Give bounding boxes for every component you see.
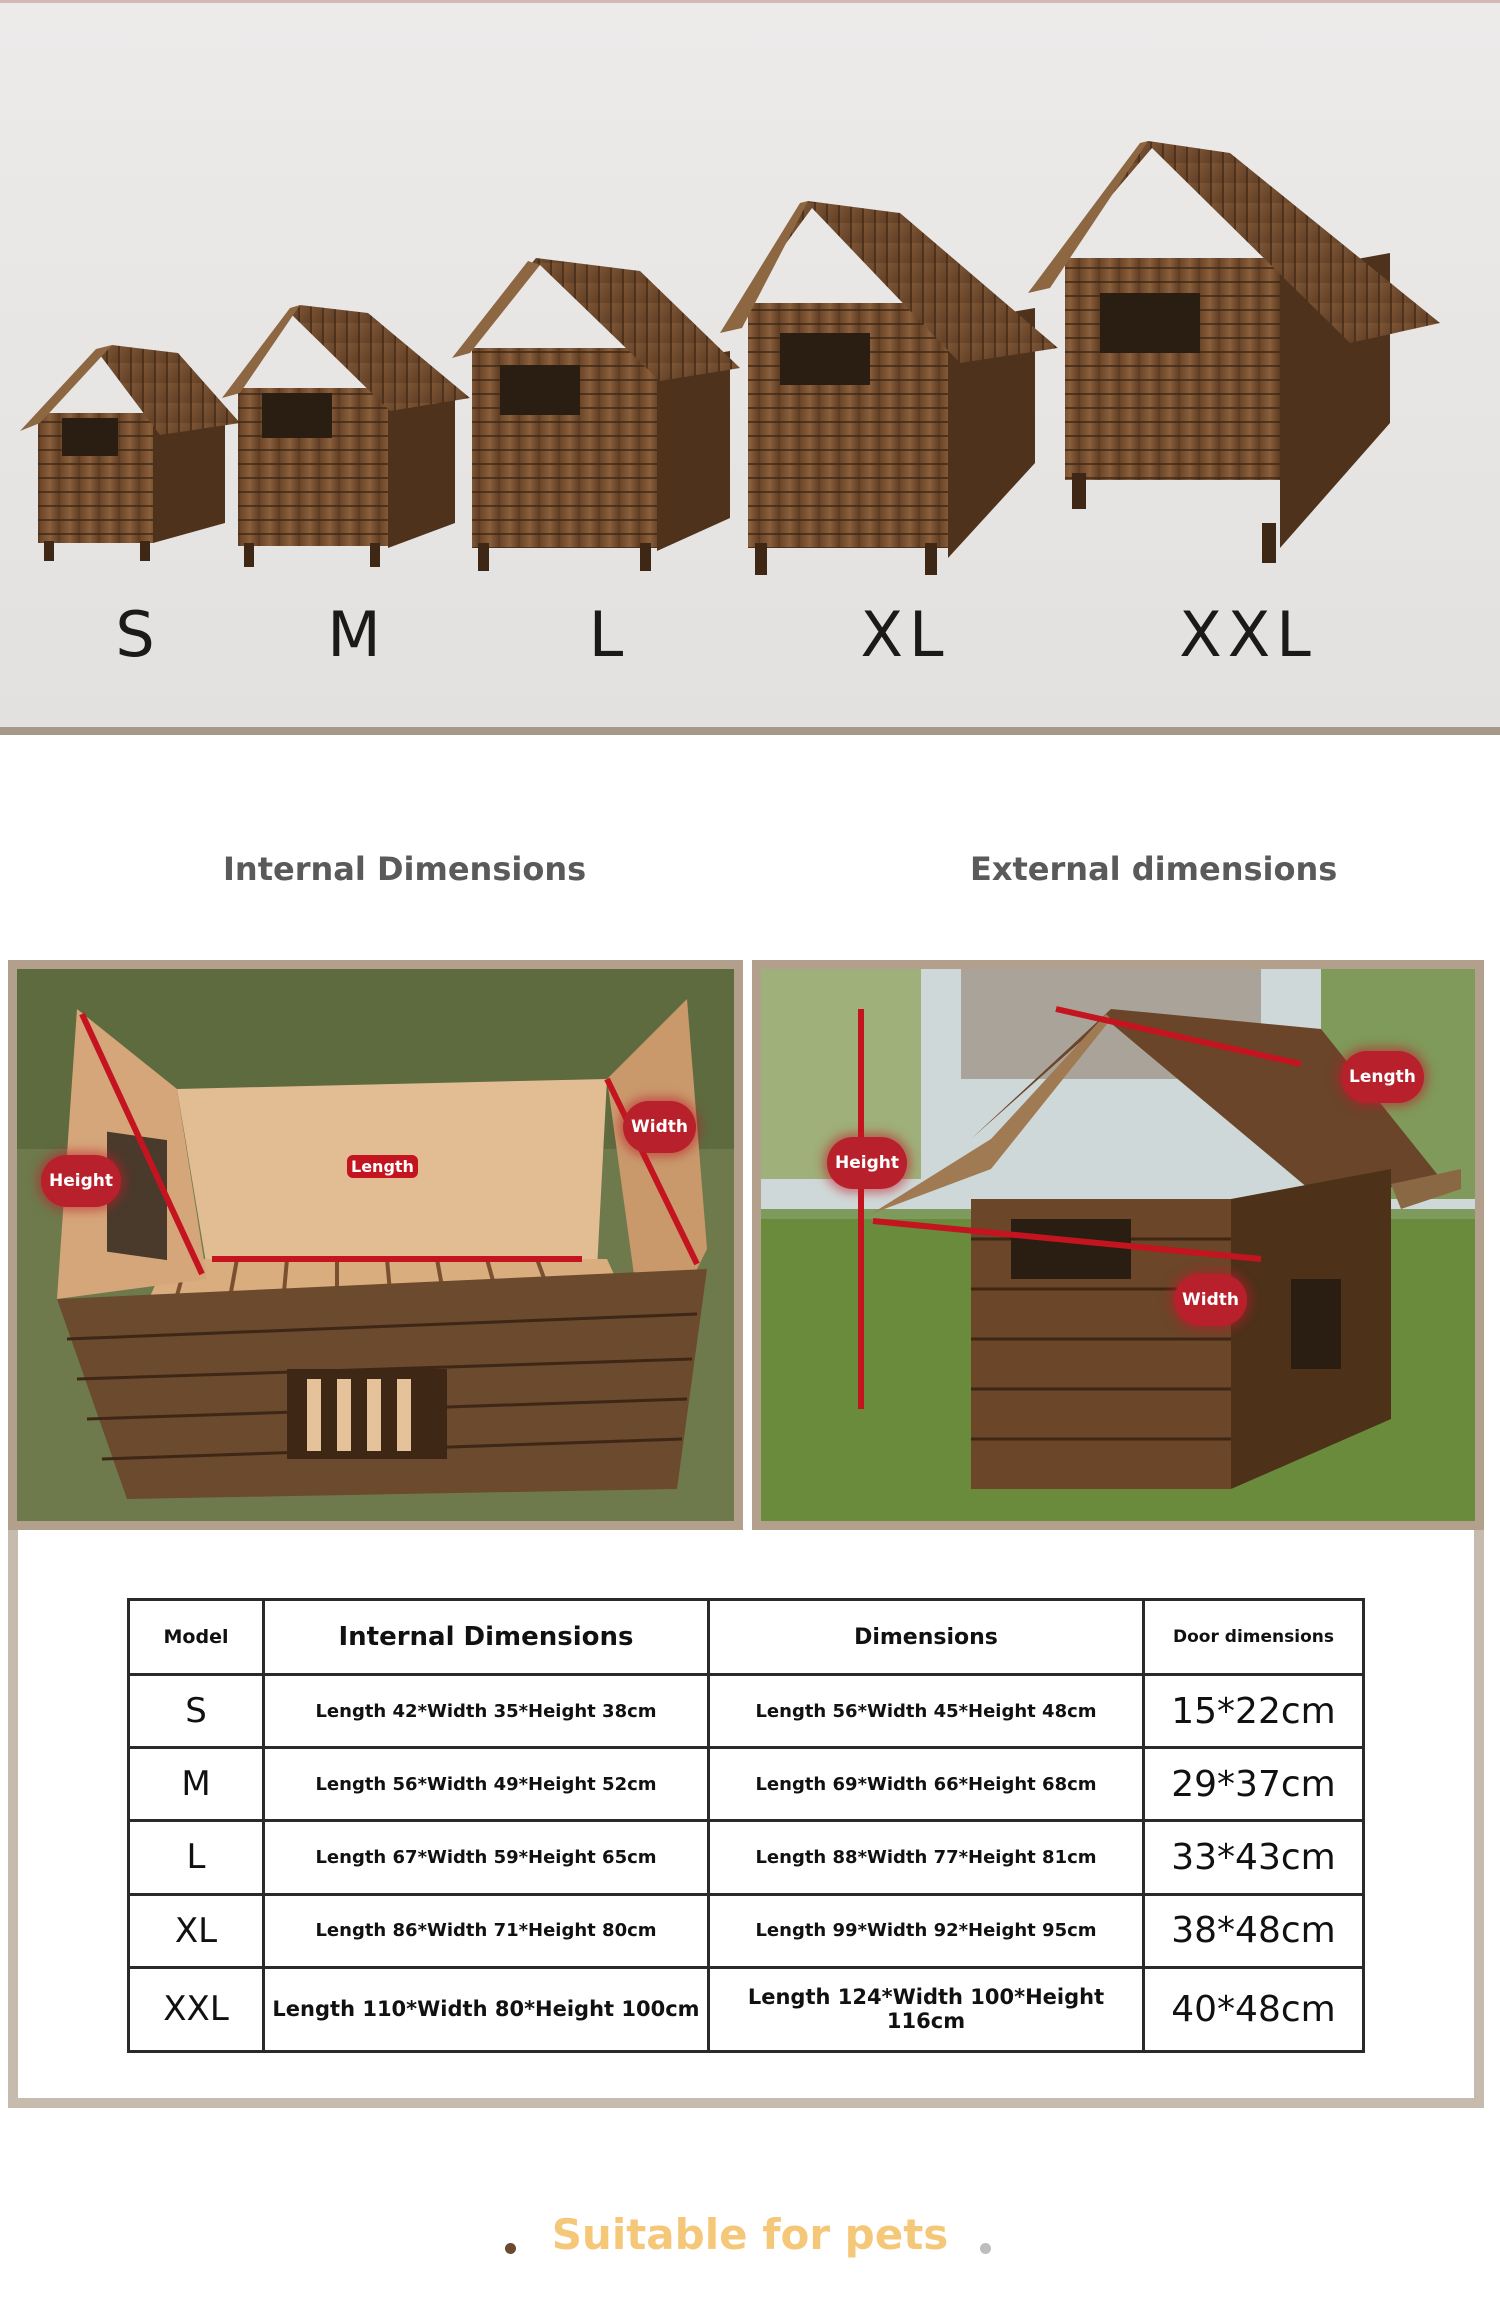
row-door-dimensions: 40*48cm	[1144, 1967, 1364, 2051]
size-label-m: M	[327, 598, 387, 671]
row-internal-dimensions: Length 110*Width 80*Height 100cm	[264, 1967, 709, 2051]
row-door-dimensions: 33*43cm	[1144, 1821, 1364, 1894]
row-internal-dimensions: Length 56*Width 49*Height 52cm	[264, 1748, 709, 1821]
row-external-dimensions: Length 124*Width 100*Height 116cm	[709, 1967, 1144, 2051]
table-row	[129, 1748, 1364, 1821]
size-spec-table	[127, 1598, 1365, 2053]
row-internal-dimensions: Length 42*Width 35*Height 38cm	[264, 1675, 709, 1748]
size-label-l: L	[588, 598, 630, 671]
row-model: S	[129, 1675, 264, 1748]
row-internal-dimensions: Length 86*Width 71*Height 80cm	[264, 1894, 709, 1967]
external-dimensions-title: External dimensions	[970, 850, 1338, 888]
table-row	[129, 1821, 1364, 1894]
doghouse-l	[452, 258, 740, 571]
size-label-xxl: XXL	[1179, 598, 1317, 671]
internal-width-badge: Width	[623, 1101, 696, 1153]
external-length-badge: Length	[1341, 1051, 1424, 1103]
internal-height-badge: Height	[41, 1155, 121, 1207]
header-internal-dimensions: Internal Dimensions	[264, 1600, 709, 1675]
row-door-dimensions: 29*37cm	[1144, 1748, 1364, 1821]
doghouse-xl	[720, 201, 1058, 575]
table-row	[129, 1967, 1364, 2051]
row-model: L	[129, 1821, 264, 1894]
doghouse-s	[20, 345, 240, 561]
row-door-dimensions: 15*22cm	[1144, 1675, 1364, 1748]
header-dimensions: Dimensions	[709, 1600, 1144, 1675]
row-external-dimensions: Length 56*Width 45*Height 48cm	[709, 1675, 1144, 1748]
table-row	[129, 1894, 1364, 1967]
footer-dot-right	[980, 2243, 991, 2254]
doghouse-xxl	[1028, 141, 1440, 563]
internal-dimensions-photo	[8, 960, 743, 1530]
row-internal-dimensions: Length 67*Width 59*Height 65cm	[264, 1821, 709, 1894]
footer-title: Suitable for pets	[551, 2210, 949, 2259]
size-comparison-panel	[0, 0, 1500, 735]
doghouse-m	[222, 305, 470, 567]
row-model: M	[129, 1748, 264, 1821]
external-width-badge: Width	[1174, 1274, 1247, 1326]
external-dimensions-photo	[752, 960, 1484, 1530]
table-header-row	[129, 1600, 1364, 1675]
header-model: Model	[129, 1600, 264, 1675]
size-label-s: S	[115, 598, 161, 671]
external-height-badge: Height	[827, 1137, 907, 1189]
row-model: XXL	[129, 1967, 264, 2051]
header-door-dimensions: Door dimensions	[1144, 1600, 1364, 1675]
internal-dimensions-title: Internal Dimensions	[223, 850, 587, 888]
row-external-dimensions: Length 69*Width 66*Height 68cm	[709, 1748, 1144, 1821]
row-door-dimensions: 38*48cm	[1144, 1894, 1364, 1967]
row-model: XL	[129, 1894, 264, 1967]
row-external-dimensions: Length 88*Width 77*Height 81cm	[709, 1821, 1144, 1894]
size-label-xl: XL	[860, 598, 950, 671]
table-row	[129, 1675, 1364, 1748]
row-external-dimensions: Length 99*Width 92*Height 95cm	[709, 1894, 1144, 1967]
internal-length-badge: Length	[347, 1155, 418, 1178]
